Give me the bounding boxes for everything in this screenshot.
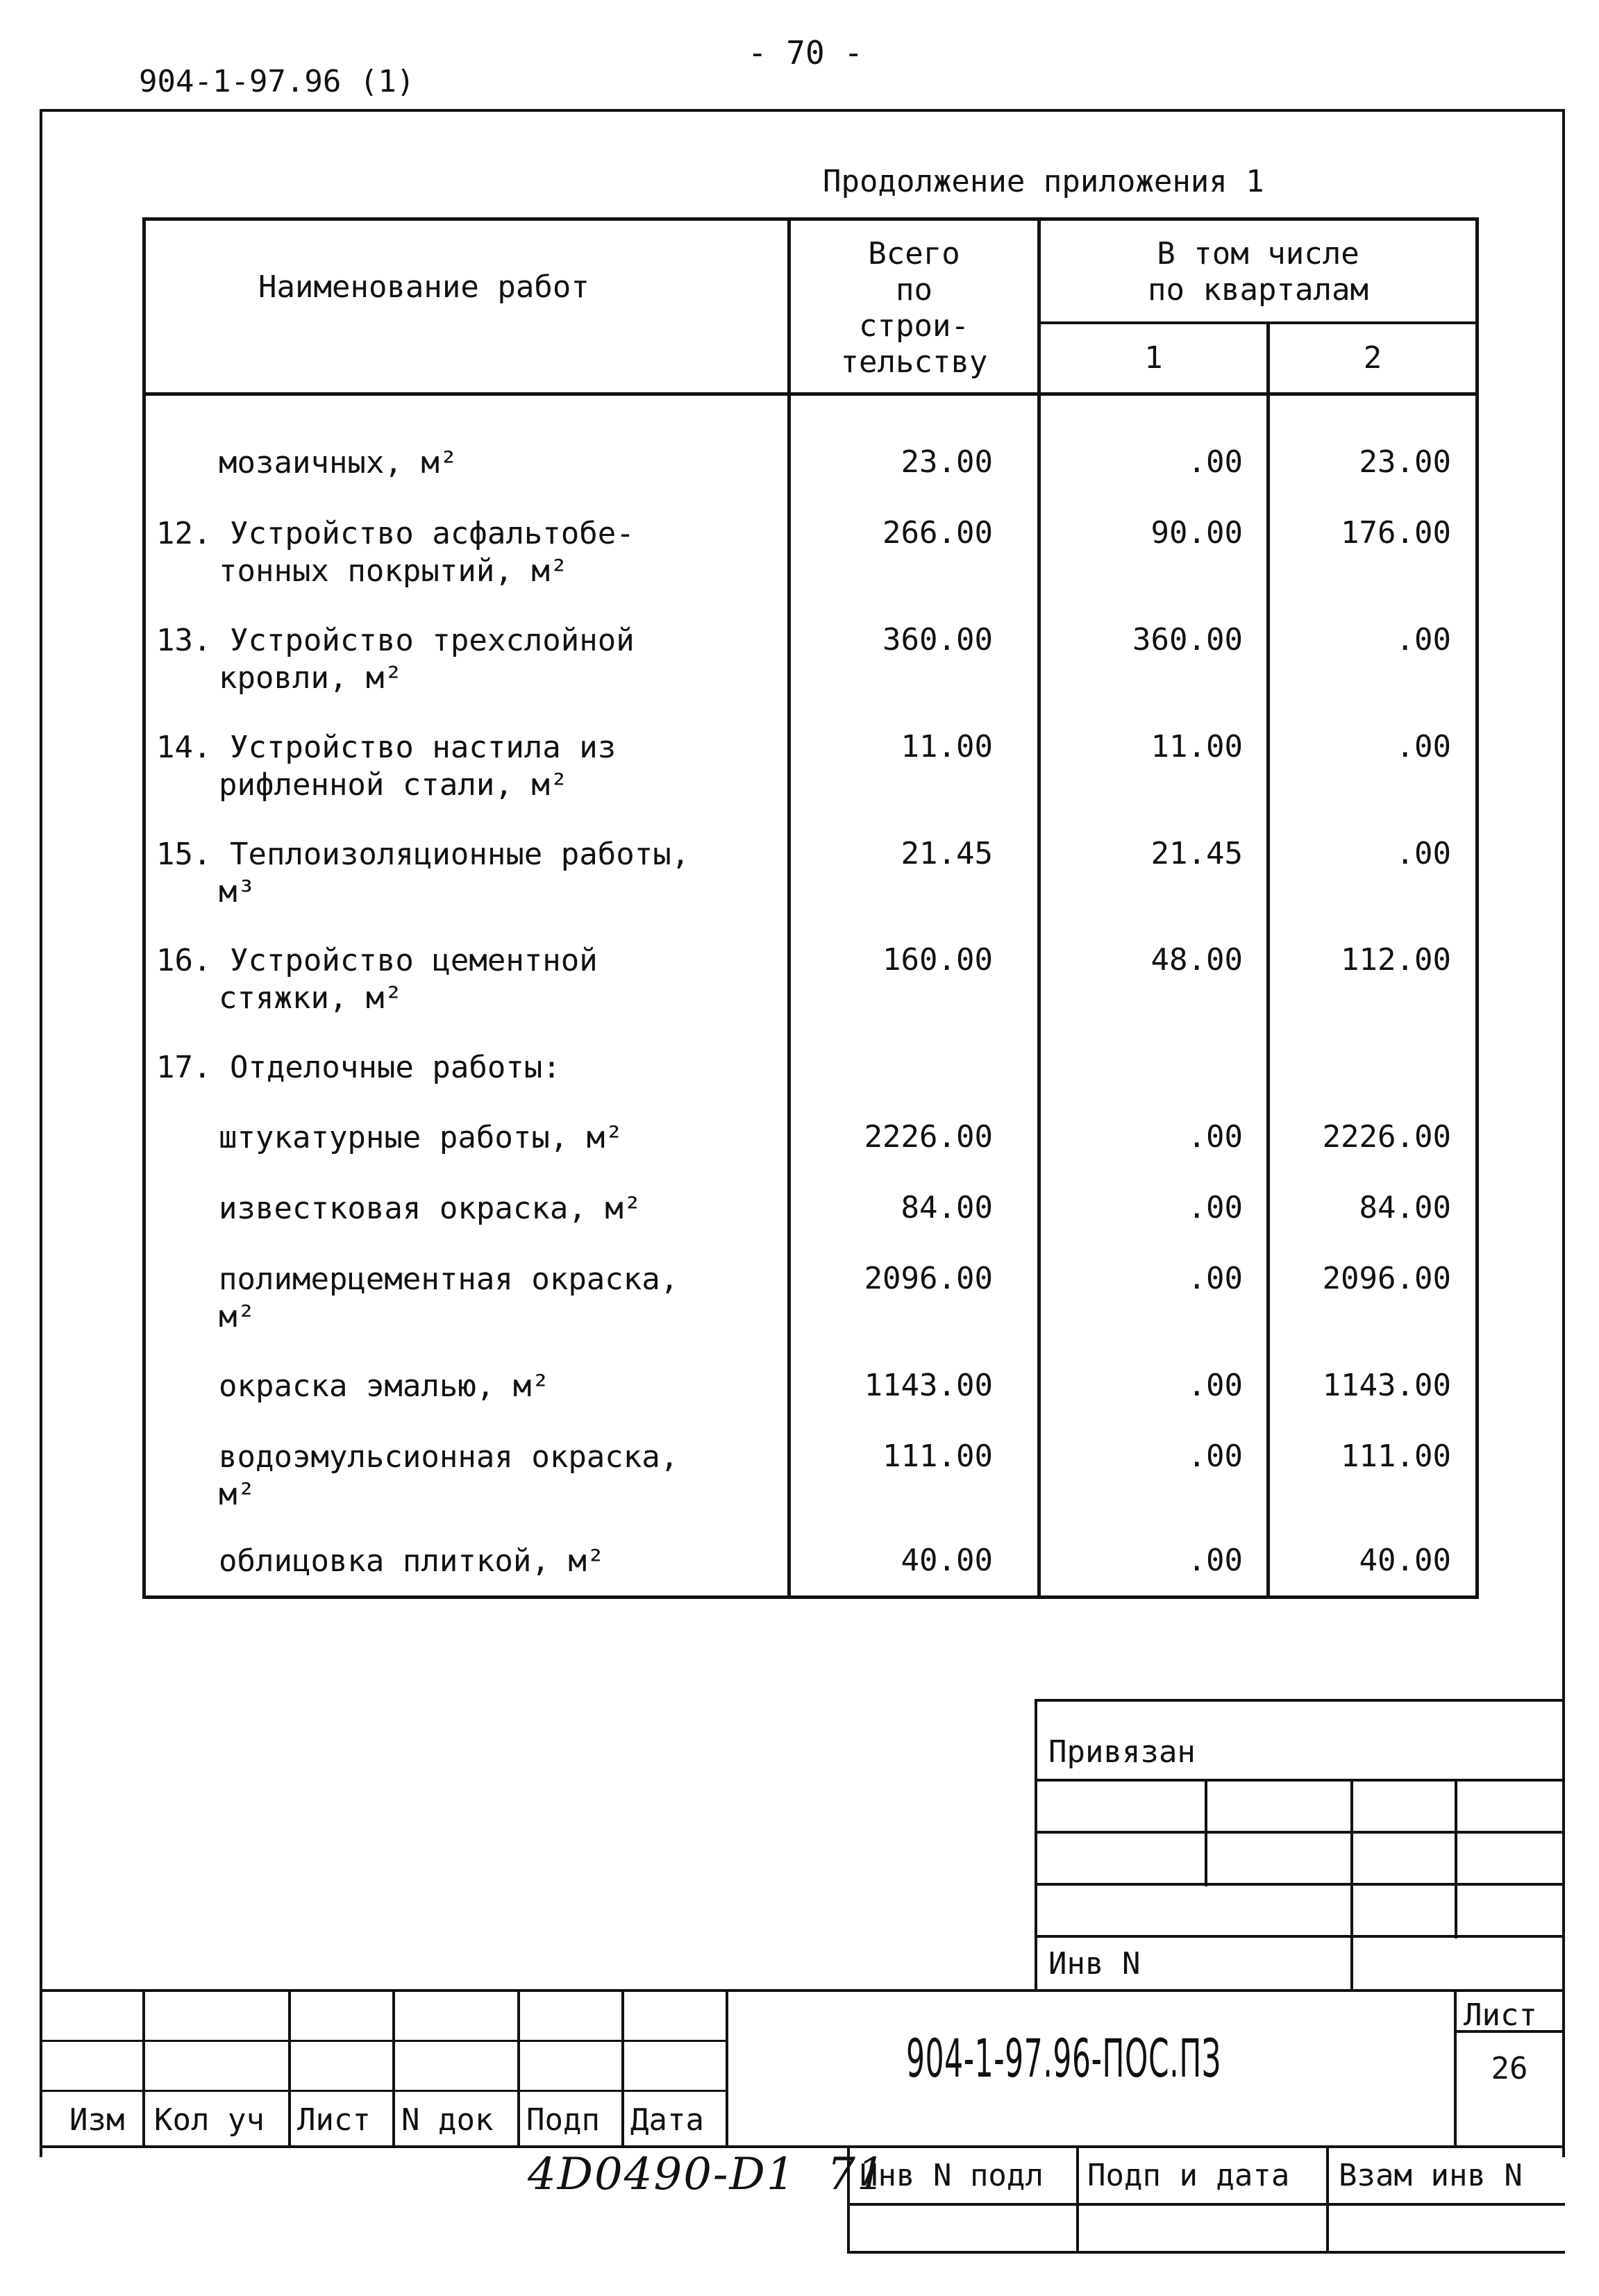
table-cell-q1: 11.00 xyxy=(1150,729,1243,764)
table-cell-q2: 2226.00 xyxy=(1322,1119,1451,1155)
table-cell-q1: .00 xyxy=(1187,1368,1243,1403)
table-row-name-line: 15. Теплоизоляционные работы, xyxy=(156,837,690,872)
stamp-col-data: Дата xyxy=(630,2102,704,2138)
table-row-name xyxy=(219,1119,623,1157)
vzam-inv-n-label: Взам инв N xyxy=(1339,2158,1523,2193)
table-row-name xyxy=(219,1439,678,1514)
header-q2: 2 xyxy=(1363,340,1382,376)
table-cell-total: 360.00 xyxy=(882,622,993,657)
table-cell-q1: .00 xyxy=(1187,1190,1243,1225)
table-row-name xyxy=(219,1261,678,1336)
table-cell-total: 1143.00 xyxy=(864,1368,993,1403)
header-total xyxy=(791,236,1037,380)
table-row-name-line: известковая окраска, м² xyxy=(219,1191,642,1226)
table-row-name-line: м³ xyxy=(219,874,256,910)
table-row-name-line: 17. Отделочные работы: xyxy=(156,1050,561,1085)
table-cell-q2: 176.00 xyxy=(1341,515,1451,551)
table-cell-q1: 48.00 xyxy=(1150,942,1243,978)
stamp-list-label: Лист xyxy=(1464,1997,1537,2033)
table-row-name-line: облицовка плиткой, м² xyxy=(219,1543,605,1579)
table-row-name-line: стяжки, м² xyxy=(219,980,403,1016)
table-row-name xyxy=(156,1049,561,1087)
table-cell-q1: .00 xyxy=(1187,1119,1243,1155)
table-cell-total: 11.00 xyxy=(901,729,993,764)
table-row-name-line: тонных покрытий, м² xyxy=(219,553,569,589)
table-cell-total: 266.00 xyxy=(882,515,993,551)
stamp-document-code: 904-1-97.96-ПОС.ПЗ xyxy=(906,2027,1221,2089)
table-cell-q2: 23.00 xyxy=(1359,444,1451,480)
table-cell-total: 21.45 xyxy=(901,836,993,871)
header-quarters-line: В том числе xyxy=(1157,236,1359,271)
table-cell-q2: .00 xyxy=(1396,622,1451,657)
table-row-name-line: 12. Устройство асфальтобе- xyxy=(156,516,635,551)
table-row-name-line: м² xyxy=(219,1477,256,1512)
table-cell-q2: 40.00 xyxy=(1359,1543,1451,1578)
table-row-name-line: м² xyxy=(219,1299,256,1334)
table-row-name xyxy=(219,1190,642,1227)
header-quarters xyxy=(1041,236,1475,308)
stamp-list-number: 26 xyxy=(1491,2051,1528,2086)
header-total-line: Всего xyxy=(868,236,960,271)
table-cell-q1: 90.00 xyxy=(1150,515,1243,551)
stamp-col-list: Лист xyxy=(297,2102,371,2138)
table-cell-q1: .00 xyxy=(1187,444,1243,480)
table-row-name xyxy=(156,942,598,1017)
inv-n-podl-label: Инв N подл xyxy=(860,2158,1044,2193)
podp-i-data-label: Подп и дата xyxy=(1087,2158,1290,2193)
table-row-name xyxy=(156,836,689,911)
stamp-col-kol-uch: Кол уч xyxy=(154,2102,265,2138)
stamp-col-n-dok: N док xyxy=(401,2102,494,2138)
table-cell-q1: .00 xyxy=(1187,1261,1243,1296)
table-cell-q2: 112.00 xyxy=(1341,942,1451,978)
table-row-name xyxy=(156,515,635,590)
table-row-name-line: рифленной стали, м² xyxy=(219,767,569,803)
table-cell-total: 40.00 xyxy=(901,1543,993,1578)
table-row-name-line: водоэмульсионная окраска, xyxy=(219,1439,679,1475)
table-row-name-line: 14. Устройство настила из xyxy=(156,730,617,765)
table-cell-q1: .00 xyxy=(1187,1439,1243,1474)
header-name: Наименование работ xyxy=(258,269,589,305)
header-total-line: тельству xyxy=(840,344,988,380)
table-cell-q2: 2096.00 xyxy=(1322,1261,1451,1296)
table-cell-q1: 360.00 xyxy=(1132,622,1243,657)
table-cell-total: 2096.00 xyxy=(864,1261,993,1296)
table-row-name-line: 13. Устройство трехслойной xyxy=(156,623,635,658)
privyazan-label: Привязан xyxy=(1048,1734,1196,1770)
table-row-name xyxy=(219,1368,550,1405)
inv-n-label: Инв N xyxy=(1048,1946,1141,1981)
header-total-line: по xyxy=(896,272,932,308)
table-cell-q1: 21.45 xyxy=(1150,836,1243,871)
table-row-name xyxy=(219,1543,605,1580)
document-code-top: 904-1-97.96 (1) xyxy=(139,64,415,99)
table-cell-total: 23.00 xyxy=(901,444,993,480)
continuation-label: Продолжение приложения 1 xyxy=(823,164,1264,199)
table-row-name xyxy=(156,729,616,804)
page-number: - 70 - xyxy=(747,34,864,72)
table-row-name-line: окраска эмалью, м² xyxy=(219,1368,550,1404)
header-q1: 1 xyxy=(1144,340,1163,376)
table-row-name-line: 16. Устройство цементной xyxy=(156,943,598,978)
table-cell-total: 111.00 xyxy=(882,1439,993,1474)
table-cell-q2: 111.00 xyxy=(1341,1439,1451,1474)
handwritten-inventory-number: 4D0490-D1 71 xyxy=(528,2149,887,2200)
table-cell-q2: 84.00 xyxy=(1359,1190,1451,1225)
header-quarters-line: по кварталам xyxy=(1148,272,1368,308)
table-row-name-line: кровли, м² xyxy=(219,660,403,696)
table-row-name-line: полимерцементная окраска, xyxy=(219,1262,679,1297)
table-cell-q1: .00 xyxy=(1187,1543,1243,1578)
table-cell-total: 2226.00 xyxy=(864,1119,993,1155)
header-total-line: строи- xyxy=(859,308,969,344)
table-row-name xyxy=(219,444,458,482)
table-cell-q2: 1143.00 xyxy=(1322,1368,1451,1403)
table-row-name-line: штукатурные работы, м² xyxy=(219,1120,623,1155)
stamp-col-podp: Подп xyxy=(526,2102,600,2138)
table-row-name-line: мозаичных, м² xyxy=(219,445,458,480)
stamp-col-izm: Изм xyxy=(69,2102,125,2138)
table-cell-total: 84.00 xyxy=(901,1190,993,1225)
table-cell-total: 160.00 xyxy=(882,942,993,978)
table-cell-q2: .00 xyxy=(1396,836,1451,871)
table-row-name xyxy=(156,622,635,697)
table-cell-q2: .00 xyxy=(1396,729,1451,764)
